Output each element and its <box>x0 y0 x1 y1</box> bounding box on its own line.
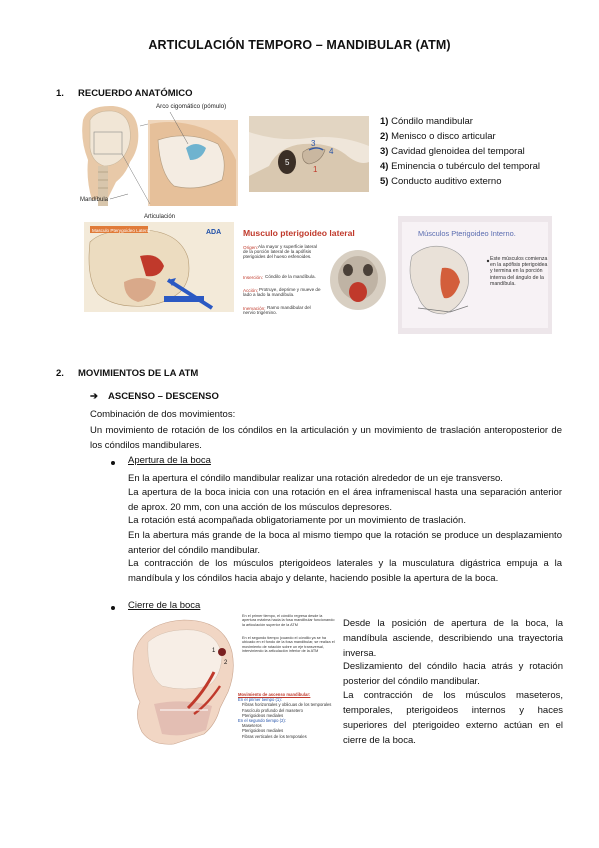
insercion-text: Cóndilo de la mandíbula. <box>265 274 316 279</box>
list-item: 5) Conducto auditivo externo <box>380 176 502 187</box>
apertura-p1: En la apertura el cóndilo mandibular realizar una rotación alrededor de un eje transverso. <box>128 473 503 484</box>
origen-label: Origen: <box>243 245 259 250</box>
figure-medial-pterygoid-card <box>398 216 552 334</box>
list-item: 2) Menisco o disco articular <box>380 131 496 142</box>
cierre-fig-f3: Pterigoideos mediales <box>242 712 284 718</box>
insercion-label: Inserción: <box>243 275 263 280</box>
figure-lateral-pterygoid-card <box>240 222 390 332</box>
tmj-number-3: 3 <box>311 139 316 148</box>
cierre-fig-f1: Fibras horizontales y oblicuas de los temporales <box>242 702 332 708</box>
apertura-p2: La apertura de la boca inicia con una rotación en el área inframeniscal hasta una separación anterior de aprox. 20 mm, con una acción de los músculos depresores. <box>128 487 562 513</box>
cierre-fig-text-2: En el segundo tiempo (cuando el cóndilo ya se ha ubicado en el fondo de la fosa mandibular, se realiza el movimiento de rotación sobre un eje transversal, interviniendo la articulación inferior de la ATM <box>242 636 335 653</box>
ada-logo: ADA <box>206 229 222 236</box>
figure-tmj-closeup <box>249 116 369 192</box>
label-articulacion: Articulación <box>144 214 176 218</box>
tmj-number-1: 1 <box>313 165 318 174</box>
cierre-fig-first: En el primer tiempo (1): <box>238 697 282 703</box>
bullet-icon <box>111 461 115 465</box>
inervacion-text: Ramo mandibular del nervio trigémino. <box>243 305 311 315</box>
cierre-fig-heading: Movimiento de ascenso mandibular: <box>238 692 311 697</box>
list-item: 1) Cóndilo mandibular <box>380 116 473 127</box>
cierre-fig-s1: Maseteros <box>242 723 262 729</box>
apertura-p5: La contracción de los músculos pterigoideos laterales y la musculatura digástrica empuja a la mandíbula y los cóndilos hacia abajo y delante, haciendo posible la apertura de la boca. <box>128 558 562 584</box>
cierre-fig-f2: Fascículo profundo del masetero <box>242 707 303 713</box>
section-title: RECUERDO ANATÓMICO <box>78 88 193 99</box>
arrow-icon: ➔ <box>90 391 98 402</box>
apertura-p3: La rotación está acompañada obligatoriamente por un movimiento de traslación. <box>128 515 466 526</box>
cierre-fig-second: En el segundo tiempo (2): <box>238 718 286 724</box>
subheading-ascenso-descenso <box>90 391 219 402</box>
tmj-number-4: 4 <box>329 147 334 156</box>
section-number: 2. <box>56 368 64 379</box>
cierre-p2: Deslizamiento del cóndilo hacia atrás y rotación posterior del cóndilo mandibular. <box>343 661 563 687</box>
page-title: ARTICULACIÓN TEMPORO – MANDIBULAR (ATM) <box>148 38 451 52</box>
apertura-heading: Apertura de la boca <box>128 455 211 466</box>
cierre-number-1: 1 <box>212 648 216 654</box>
bullet-icon <box>111 606 115 610</box>
label-mandibula: Mandíbula <box>80 197 109 203</box>
cierre-fig-s3: Fibras verticales de los temporales <box>242 733 307 739</box>
accion-text: Protruye, deprime y mueve de lado a lado la mandíbula. <box>243 287 321 297</box>
section-number: 1. <box>56 88 64 99</box>
list-item: 4) Eminencia o tubérculo del temporal <box>380 161 541 172</box>
cierre-p1: Desde la posición de apertura de la boca, la mandíbula asciende, describiendo una trayectoria inversa. <box>343 618 563 659</box>
cierre-p3: La contracción de los músculos maseteros, temporales, pterigoideos internos y haces superiores del pterigoideo externo actúan en el cierre de la boca. <box>343 690 563 746</box>
figure-skull-jaw <box>78 100 240 218</box>
cierre-heading: Cierre de la boca <box>128 600 201 611</box>
pterygoid-banner: Masculo Pterygoideo Lateral <box>92 228 151 233</box>
inervacion-label: Inervación: <box>243 306 266 311</box>
lateral-pterygoid-title: Musculo pterigoideo lateral <box>243 228 355 238</box>
subheading-text: ASCENSO – DESCENSO <box>108 391 219 402</box>
accion-label: Acción: <box>243 288 259 293</box>
medial-pterygoid-text: Este músculos comienza en la apófisis pterigoidea y termina en la porción interna del ángulo de la mandíbula. <box>490 256 548 287</box>
section-2-heading <box>56 368 198 379</box>
section-title: MOVIMIENTOS DE LA ATM <box>78 368 199 379</box>
origen-text: Ala mayor y superficie lateral de la porción lateral de la apófisis pterigoides del hueso esfenoides. <box>243 244 317 259</box>
intro-paragraph: Un movimiento de rotación de los cóndilos en la articulación y un movimiento de traslación anteroposterior de los cóndilos mandibulares. <box>90 425 562 451</box>
intro-line-1: Combinación de dos movimientos: <box>90 409 236 420</box>
figure-cierre-boca <box>124 612 336 760</box>
figure-pterygoid-skull <box>84 222 234 312</box>
section-1-heading <box>56 88 193 99</box>
list-item: 3) Cavidad glenoidea del temporal <box>380 146 525 157</box>
cierre-fig-text-1: En el primer tiempo, el cóndilo regresa desde la apertura máxima hacia la fosa mandibular funcionando la articulación superior de la ATM <box>242 614 335 627</box>
apertura-p4: En la abertura más grande de la boca al mismo tiempo que la rotación se produce un desplazamiento anterior del cóndilo mandibular. <box>128 530 562 556</box>
cierre-fig-s2: Pterigoideos mediales <box>242 728 284 734</box>
anatomy-list <box>380 114 540 189</box>
medial-pterygoid-title: Músculos Pterigoideo Interno. <box>418 229 516 238</box>
cierre-number-2: 2 <box>224 660 228 666</box>
label-arco: Arco cigomático (pómulo) <box>156 103 227 110</box>
tmj-number-5: 5 <box>285 158 290 167</box>
